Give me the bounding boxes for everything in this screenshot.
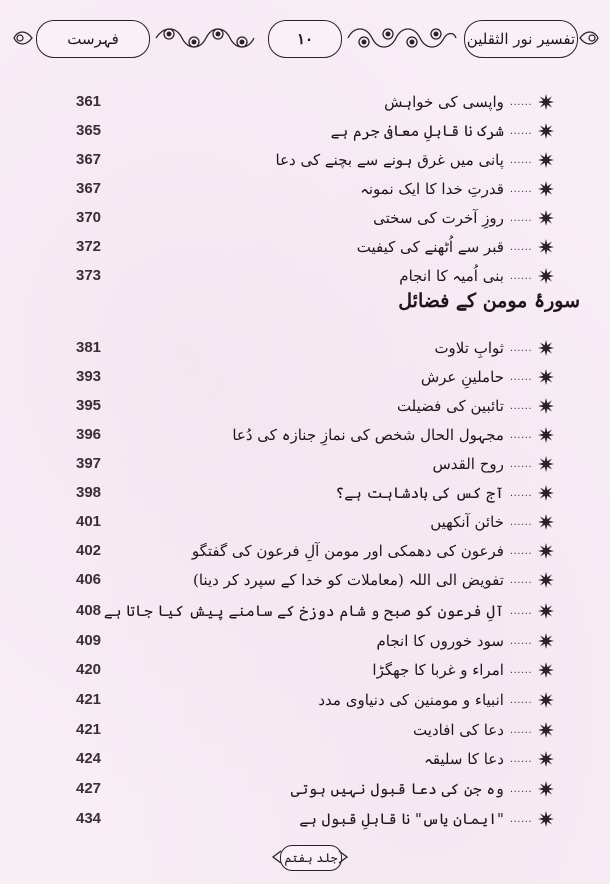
leader-dots: ...... xyxy=(509,487,532,499)
page-footer xyxy=(270,843,350,873)
toc-title: بنی اُمیہ کا انجام xyxy=(399,267,504,285)
leader-dots: ...... xyxy=(509,783,532,795)
star-bullet-icon xyxy=(538,181,554,197)
toc-page-number: 427 xyxy=(76,780,102,797)
star-bullet-icon xyxy=(538,633,554,649)
star-bullet-icon xyxy=(538,427,554,443)
leader-dots: ...... xyxy=(509,342,532,354)
toc-row[interactable] xyxy=(0,421,610,449)
leader-dots: ...... xyxy=(509,724,532,736)
leader-dots: ...... xyxy=(509,125,532,137)
star-bullet-icon xyxy=(538,811,554,827)
book-title: تفسیر نور الثقلین xyxy=(466,30,576,48)
star-bullet-icon xyxy=(538,543,554,559)
toc-title: روح القدس xyxy=(432,455,504,473)
toc-title: قدرتِ خدا کا ایک نمونہ xyxy=(360,180,504,198)
leader-dots: ...... xyxy=(509,371,532,383)
toc-row[interactable] xyxy=(0,204,610,232)
toc-title: "ایمان یاس" نا قابلِ قبول ہے xyxy=(299,810,504,828)
toc-row[interactable] xyxy=(0,775,610,803)
toc-title: پانی میں غرق ہونے سے بچنے کی دعا xyxy=(275,151,504,169)
star-bullet-icon xyxy=(538,781,554,797)
toc-page-number: 409 xyxy=(76,632,102,649)
toc-page-number: 408 xyxy=(76,602,102,619)
toc-row[interactable] xyxy=(0,392,610,420)
toc-page-number: 395 xyxy=(76,397,102,414)
star-bullet-icon xyxy=(538,603,554,619)
leader-dots: ...... xyxy=(509,241,532,253)
toc-row[interactable] xyxy=(0,334,610,362)
toc-row[interactable] xyxy=(0,117,610,145)
toc-title: تائبین کی فضیلت xyxy=(396,397,504,415)
toc-title: آلِ فرعون کو صبح و شام دوزخ کے سامنے پیش کیا جاتا ہے xyxy=(103,602,504,620)
toc-row[interactable] xyxy=(0,686,610,714)
star-bullet-icon xyxy=(538,662,554,678)
star-bullet-icon xyxy=(538,210,554,226)
leader-dots: ...... xyxy=(509,400,532,412)
toc-row[interactable] xyxy=(0,805,610,833)
toc-page-number: 420 xyxy=(76,661,102,678)
toc-page-number: 396 xyxy=(76,426,102,443)
toc-row[interactable] xyxy=(0,597,610,625)
toc-row[interactable] xyxy=(0,363,610,391)
star-bullet-icon xyxy=(538,152,554,168)
star-bullet-icon xyxy=(538,456,554,472)
toc-title: تفویض الی اللہ (معاملات کو خدا کے سپرد کر دینا) xyxy=(193,571,504,589)
leader-dots: ...... xyxy=(509,813,532,825)
toc-page-number: 370 xyxy=(76,209,102,226)
leader-dots: ...... xyxy=(509,270,532,282)
toc-row[interactable] xyxy=(0,88,610,116)
toc-title: خائن آنکھیں xyxy=(430,513,504,531)
toc-title: امراء و غربا کا جھگڑا xyxy=(372,661,504,679)
toc-row[interactable] xyxy=(0,479,610,507)
star-bullet-icon xyxy=(538,369,554,385)
footer-flourish-right-icon xyxy=(338,849,350,865)
toc-title: حاملینِ عرش xyxy=(420,368,504,386)
toc-page-number: 373 xyxy=(76,267,102,284)
toc-page-number: 434 xyxy=(76,810,102,827)
leader-dots: ...... xyxy=(509,96,532,108)
star-bullet-icon xyxy=(538,485,554,501)
leader-dots: ...... xyxy=(509,635,532,647)
toc-page-number: 397 xyxy=(76,455,102,472)
star-bullet-icon xyxy=(538,94,554,110)
leader-dots: ...... xyxy=(509,605,532,617)
star-bullet-icon xyxy=(538,123,554,139)
toc-title: روزِ آخرت کی سختی xyxy=(373,209,504,227)
toc-page-number: 361 xyxy=(76,93,102,110)
toc-title: آج کس کی بادشاہت ہے؟ xyxy=(335,484,504,502)
toc-page-number: 367 xyxy=(76,151,102,168)
toc-row[interactable] xyxy=(0,146,610,174)
star-bullet-icon xyxy=(538,692,554,708)
leader-dots: ...... xyxy=(509,753,532,765)
contents-label: فہرست xyxy=(67,30,119,48)
toc-row[interactable] xyxy=(0,262,610,290)
star-bullet-icon xyxy=(538,722,554,738)
toc-page-number: 424 xyxy=(76,750,102,767)
leader-dots: ...... xyxy=(509,429,532,441)
toc-title: مجہول الحال شخص کی نمازِ جنازہ کی دُعا xyxy=(232,426,504,444)
toc-title: دعا کا سلیقہ xyxy=(424,750,504,768)
star-bullet-icon xyxy=(538,268,554,284)
toc-title: وہ جن کی دعا قبول نہیں ہوتی xyxy=(290,780,504,798)
toc-page-number: 381 xyxy=(76,339,102,356)
leader-dots: ...... xyxy=(509,183,532,195)
toc-title: انبیاء و مومنین کی دنیاوی مدد xyxy=(318,691,504,709)
toc-row[interactable] xyxy=(0,175,610,203)
toc-page-number: 421 xyxy=(76,721,102,738)
star-bullet-icon xyxy=(538,751,554,767)
star-bullet-icon xyxy=(538,572,554,588)
star-bullet-icon xyxy=(538,340,554,356)
toc-row[interactable] xyxy=(0,656,610,684)
toc-page-number: 402 xyxy=(76,542,102,559)
toc-page-number: 365 xyxy=(76,122,102,139)
toc-page-number: 367 xyxy=(76,180,102,197)
toc-page-number: 372 xyxy=(76,238,102,255)
toc-row[interactable] xyxy=(0,745,610,773)
toc-title: شرک نا قابلِ معافی جرم ہے xyxy=(330,122,504,140)
leader-dots: ...... xyxy=(509,516,532,528)
section-heading: سورۂ مومن کے فضائل xyxy=(398,290,580,312)
leader-dots: ...... xyxy=(509,574,532,586)
leader-dots: ...... xyxy=(509,664,532,676)
toc-row[interactable] xyxy=(0,233,610,261)
page-number: ۱۰ xyxy=(296,31,314,48)
toc-page-number: 406 xyxy=(76,571,102,588)
leader-dots: ...... xyxy=(509,212,532,224)
toc-title: فرعون کی دھمکی اور مومن آلِ فرعون کی گفتگو xyxy=(191,542,504,560)
volume-label: جلد ہفتم xyxy=(280,845,342,871)
toc-row[interactable] xyxy=(0,508,610,536)
toc-page-number: 393 xyxy=(76,368,102,385)
toc-row[interactable] xyxy=(0,566,610,594)
toc-title: دعا کی افادیت xyxy=(413,721,504,739)
star-bullet-icon xyxy=(538,514,554,530)
toc-page-number: 398 xyxy=(76,484,102,501)
toc-row[interactable] xyxy=(0,716,610,744)
leader-dots: ...... xyxy=(509,458,532,470)
toc-row[interactable] xyxy=(0,627,610,655)
toc-title: واپسی کی خواہش xyxy=(384,93,504,111)
toc-title: قبر سے اُٹھنے کی کیفیت xyxy=(356,238,504,256)
toc-title: ثوابِ تلاوت xyxy=(434,339,504,357)
toc-row[interactable] xyxy=(0,450,610,478)
toc-page-number: 401 xyxy=(76,513,102,530)
toc-page-number: 421 xyxy=(76,691,102,708)
leader-dots: ...... xyxy=(509,545,532,557)
toc-row[interactable] xyxy=(0,537,610,565)
leader-dots: ...... xyxy=(509,694,532,706)
toc-title: سود خوروں کا انجام xyxy=(376,632,504,650)
star-bullet-icon xyxy=(538,239,554,255)
star-bullet-icon xyxy=(538,398,554,414)
leader-dots: ...... xyxy=(509,154,532,166)
